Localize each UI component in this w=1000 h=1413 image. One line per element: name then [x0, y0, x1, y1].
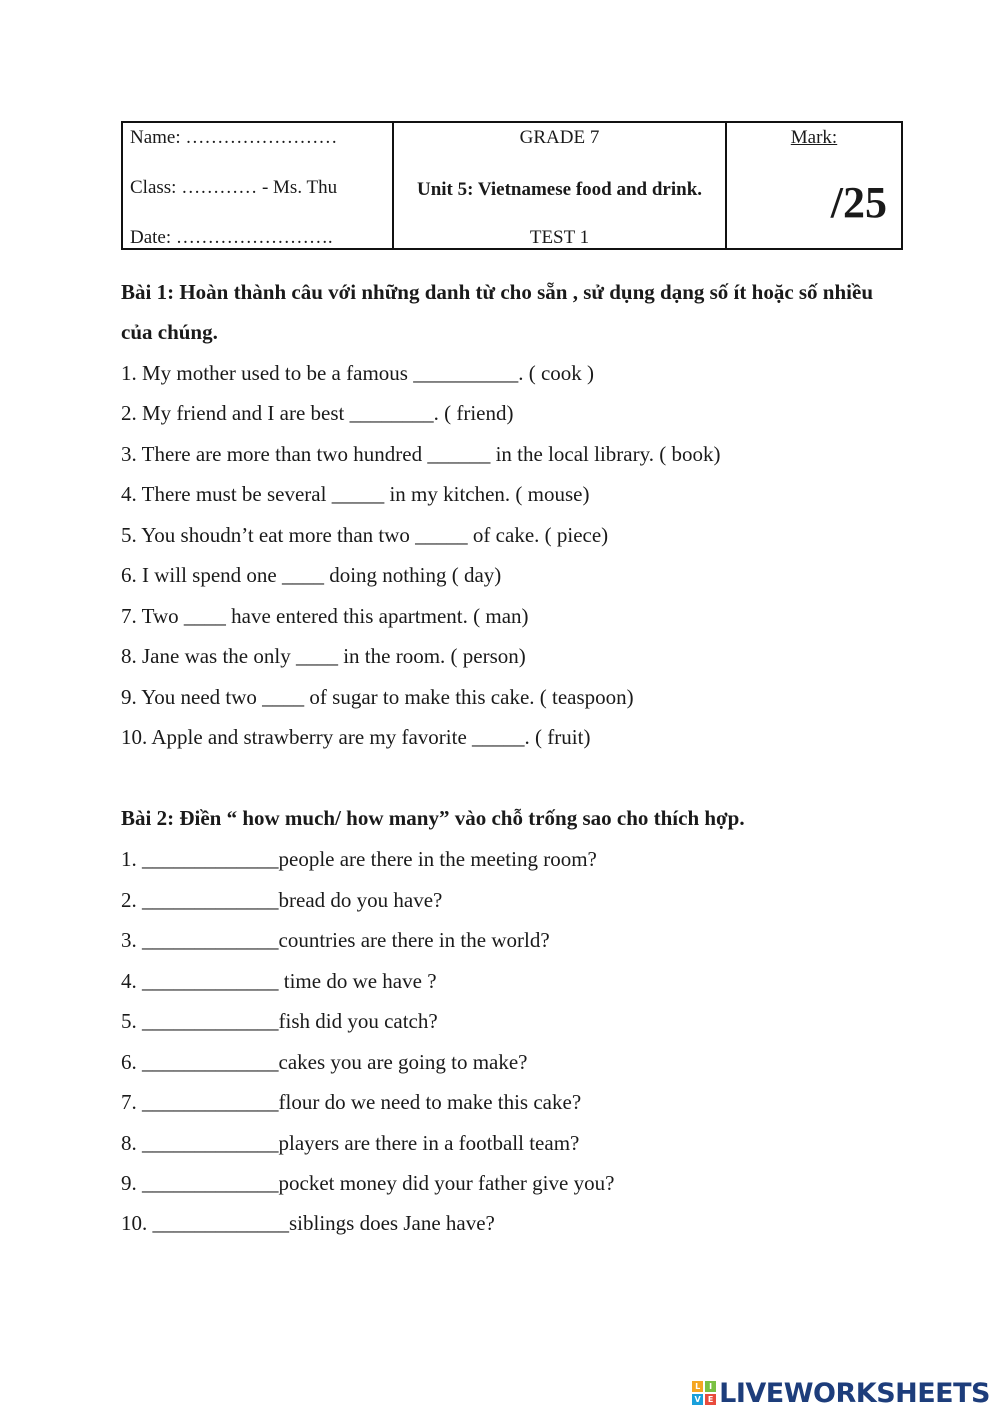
mark-cell: [726, 122, 902, 249]
exercise2-item[interactable]: 5. _____________fish did you catch?: [121, 1009, 438, 1033]
logo-tile: I: [705, 1381, 716, 1392]
unit-title: Unit 5: Vietnamese food and drink.: [416, 179, 703, 200]
mark-total: /25: [830, 178, 887, 227]
mark-label: Mark:: [790, 127, 838, 148]
exercise1-item[interactable]: 8. Jane was the only ____ in the room. ( person): [121, 644, 526, 668]
exercise2-item[interactable]: 7. _____________flour do we need to make this cake?: [121, 1090, 582, 1114]
header-table: [121, 121, 903, 250]
exercise2-item[interactable]: 6. _____________cakes you are going to make?: [121, 1050, 528, 1074]
exercise1-item[interactable]: 6. I will spend one ____ doing nothing ( day): [121, 563, 502, 587]
exercise2-title: Bài 2: Điền “ how much/ how many” vào chỗ trống sao cho thích hợp.: [121, 806, 745, 830]
exercise1-item[interactable]: 1. My mother used to be a famous __________. ( cook ): [121, 361, 595, 385]
exercise1-item[interactable]: 7. Two ____ have entered this apartment. ( man): [121, 604, 529, 628]
exercise1-item[interactable]: 9. You need two ____ of sugar to make this cake. ( teaspoon): [121, 685, 634, 709]
exercise1-item[interactable]: 4. There must be several _____ in my kitchen. ( mouse): [121, 482, 590, 506]
exercise2-item[interactable]: 3. _____________countries are there in the world?: [121, 928, 550, 952]
exercise1-item[interactable]: 5. You shoudn’t eat more than two _____ of cake. ( piece): [121, 523, 609, 547]
liveworksheets-logo-icon: [692, 1381, 716, 1405]
test-label: TEST 1: [529, 227, 590, 248]
date-field[interactable]: Date: …………………….: [130, 227, 333, 248]
logo-tile: L: [692, 1381, 703, 1392]
liveworksheets-logo[interactable]: [692, 1377, 990, 1409]
exercise2-item[interactable]: 8. _____________players are there in a football team?: [121, 1131, 580, 1155]
exercise1-item[interactable]: 2. My friend and I are best ________. ( friend): [121, 401, 514, 425]
exercise2-item[interactable]: 2. _____________bread do you have?: [121, 888, 443, 912]
exercise1-title: Bài 1: Hoàn thành câu với những danh từ cho sẵn , sử dụng dạng số ít hoặc số nhiều của chúng.: [121, 280, 874, 344]
exercise1-item[interactable]: 3. There are more than two hundred ______ in the local library. ( book): [121, 442, 721, 466]
exercise1-item[interactable]: 10. Apple and strawberry are my favorite _____. ( fruit): [121, 725, 591, 749]
logo-tile: V: [692, 1394, 703, 1405]
exercise2-item[interactable]: 9. _____________pocket money did your father give you?: [121, 1171, 615, 1195]
test-info-cell: [393, 122, 726, 249]
logo-tile: E: [705, 1394, 716, 1405]
student-info-cell: [122, 122, 393, 249]
class-field[interactable]: Class: ………… - Ms. Thu: [130, 177, 338, 198]
exercise2-item[interactable]: 4. _____________ time do we have ?: [121, 969, 437, 993]
grade-label: GRADE 7: [519, 127, 600, 148]
exercise2-item[interactable]: 1. _____________people are there in the meeting room?: [121, 847, 597, 871]
exercise2-item[interactable]: 10. _____________siblings does Jane have?: [121, 1211, 495, 1235]
liveworksheets-wordmark: LIVEWORKSHEETS: [719, 1377, 990, 1409]
name-field[interactable]: Name: ……………………: [130, 127, 338, 148]
